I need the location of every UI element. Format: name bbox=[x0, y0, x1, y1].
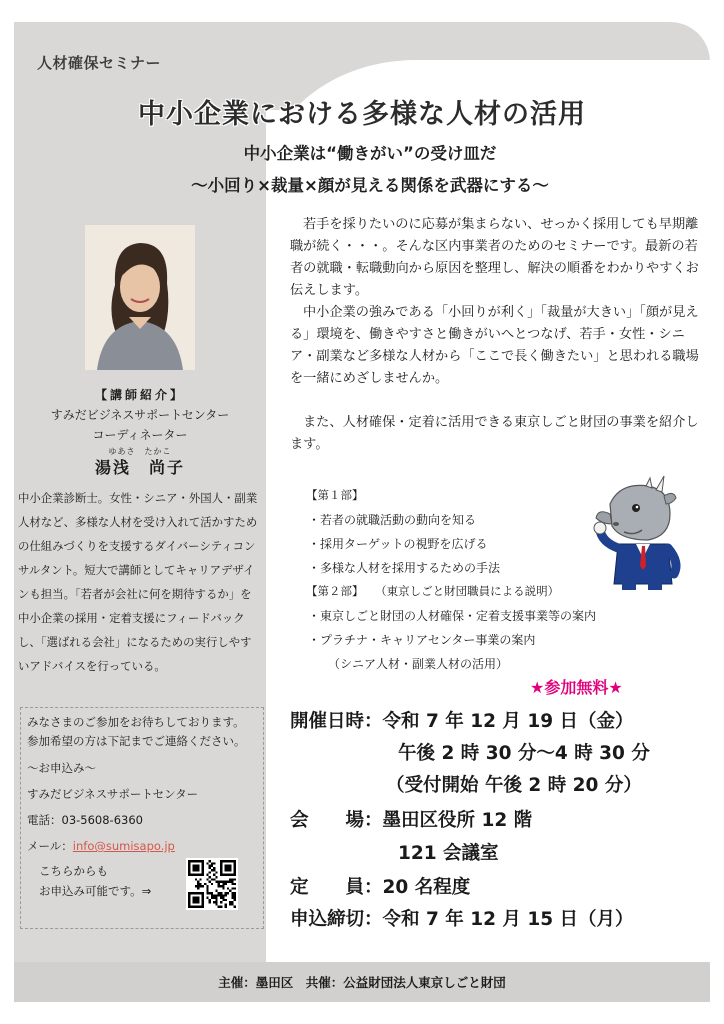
seminar-kicker: 人材確保セミナー bbox=[37, 54, 162, 72]
intro-paragraph-1: 若手を採りたいのに応募が集まらない、せっかく採用しても早期離職が続く・・・。そんな区内事業者のためのセミナーです。最新の若者の就職・転職動向から原因を整理し、解決の順番をわかりやすくお伝えします。 bbox=[290, 217, 699, 298]
event-venue-row bbox=[290, 806, 532, 832]
apply-heading: ～お申込み～ bbox=[27, 761, 96, 775]
contact-lead-2: 参加希望の方は下記までご連絡ください。 bbox=[27, 734, 246, 748]
part1-item: ・多様な人材を採用するための手法 bbox=[308, 561, 501, 575]
speaker-organization: すみだビジネスサポートセンター bbox=[50, 408, 230, 422]
contact-lead-1: みなさまのご参加をお待ちしております。 bbox=[27, 715, 245, 729]
part2-item: ・プラチナ・キャリアセンター事業の案内 bbox=[308, 633, 536, 647]
venue-label: 会 場： bbox=[290, 810, 383, 831]
event-time: 午後 2 時 30 分～4 時 30 分 bbox=[398, 743, 650, 764]
part2-label-row bbox=[306, 583, 559, 599]
page-title: 中小企業における多様な人材の活用 bbox=[138, 99, 586, 130]
reception-time: （受付開始 午後 2 時 20 分） bbox=[386, 775, 642, 796]
email-label: メール： bbox=[27, 839, 73, 853]
deadline-row bbox=[290, 905, 634, 931]
deadline-date: 令和 7 年 12 月 15 日（月） bbox=[382, 909, 634, 930]
subtitle-tagline: ～小回り×裁量×顔が見える関係を武器にする～ bbox=[191, 176, 549, 195]
contact-phone: 電話：03-5608-6360 bbox=[27, 813, 143, 827]
intro-paragraph-2: 中小企業の強みである「小回りが利く」「裁量が大きい」「顔が見える」環境を、働きやすさと働きがいへとつなげ、若手・女性・シニア・副業など多様な人材から「ここで長く働きたい」と思われる職場を一緒にめざしませんか。 bbox=[290, 305, 699, 386]
capacity-label: 定 員： bbox=[290, 877, 383, 898]
event-room: 121 会議室 bbox=[398, 843, 499, 864]
event-venue: 墨田区役所 12 階 bbox=[382, 810, 533, 831]
event-capacity: 20 名程度 bbox=[382, 877, 471, 898]
speaker-bio: 中小企業診断士。女性・シニア・外国人・副業人材など、多様な人材を受け入れて活かすための仕組みづくりを支援するダイバーシティコンサルタント。短大で講師としてキャリアデザインも担当。「若者が会社に何を期待するか」を中小企業の採用・定着支援にフィードバックし、「選ばれる会社」になるための実行しやすいアドバイスを行っている。 bbox=[18, 491, 258, 673]
email-link[interactable]: info@sumisapo.jp bbox=[72, 839, 175, 853]
qr-note-2: お申込み可能です。⇒ bbox=[39, 884, 152, 898]
rhino-mascot-illustration bbox=[590, 474, 690, 592]
part2-label: 【第２部】 bbox=[306, 584, 364, 598]
event-date-row bbox=[290, 707, 634, 733]
part1-label: 【第１部】 bbox=[306, 488, 364, 502]
intro-paragraph-3: また、人材確保・定着に活用できる東京しごと財団の事業を紹介します。 bbox=[290, 415, 699, 452]
subtitle: 中小企業は“働きがい”の受け皿だ bbox=[243, 144, 497, 163]
part2-item: ・東京しごと財団の人材確保・定着支援事業等の案内 bbox=[308, 609, 597, 623]
event-capacity-row bbox=[290, 873, 470, 899]
free-admission-badge: ★参加無料★ bbox=[530, 678, 623, 697]
contact-organization: すみだビジネスサポートセンター bbox=[27, 787, 199, 801]
qr-note-1: こちらからも bbox=[39, 864, 108, 878]
deadline-label: 申込締切： bbox=[290, 909, 383, 930]
part2-note: （東京しごと財団職員による説明） bbox=[375, 584, 560, 598]
contact-email-row bbox=[27, 838, 175, 854]
speaker-name: 湯浅 尚子 bbox=[94, 458, 185, 477]
speaker-name-ruby: ゆあさ たかこ bbox=[108, 447, 172, 456]
part1-item: ・若者の就職活動の動向を知る bbox=[308, 513, 477, 527]
date-label: 開催日時： bbox=[290, 711, 383, 732]
speaker-heading: 【講師紹介】 bbox=[94, 388, 185, 402]
speaker-photo bbox=[85, 225, 195, 370]
speaker-role: コーディネーター bbox=[92, 428, 188, 442]
part2-sub-note: （シニア人材・副業人材の活用） bbox=[328, 657, 509, 671]
qr-code[interactable] bbox=[186, 858, 238, 910]
part1-item: ・採用ターゲットの視野を広げる bbox=[308, 537, 488, 551]
event-date: 令和 7 年 12 月 19 日（金） bbox=[382, 711, 634, 732]
footer-organizers: 主催：墨田区 共催：公益財団法人東京しごと財団 bbox=[218, 975, 506, 990]
